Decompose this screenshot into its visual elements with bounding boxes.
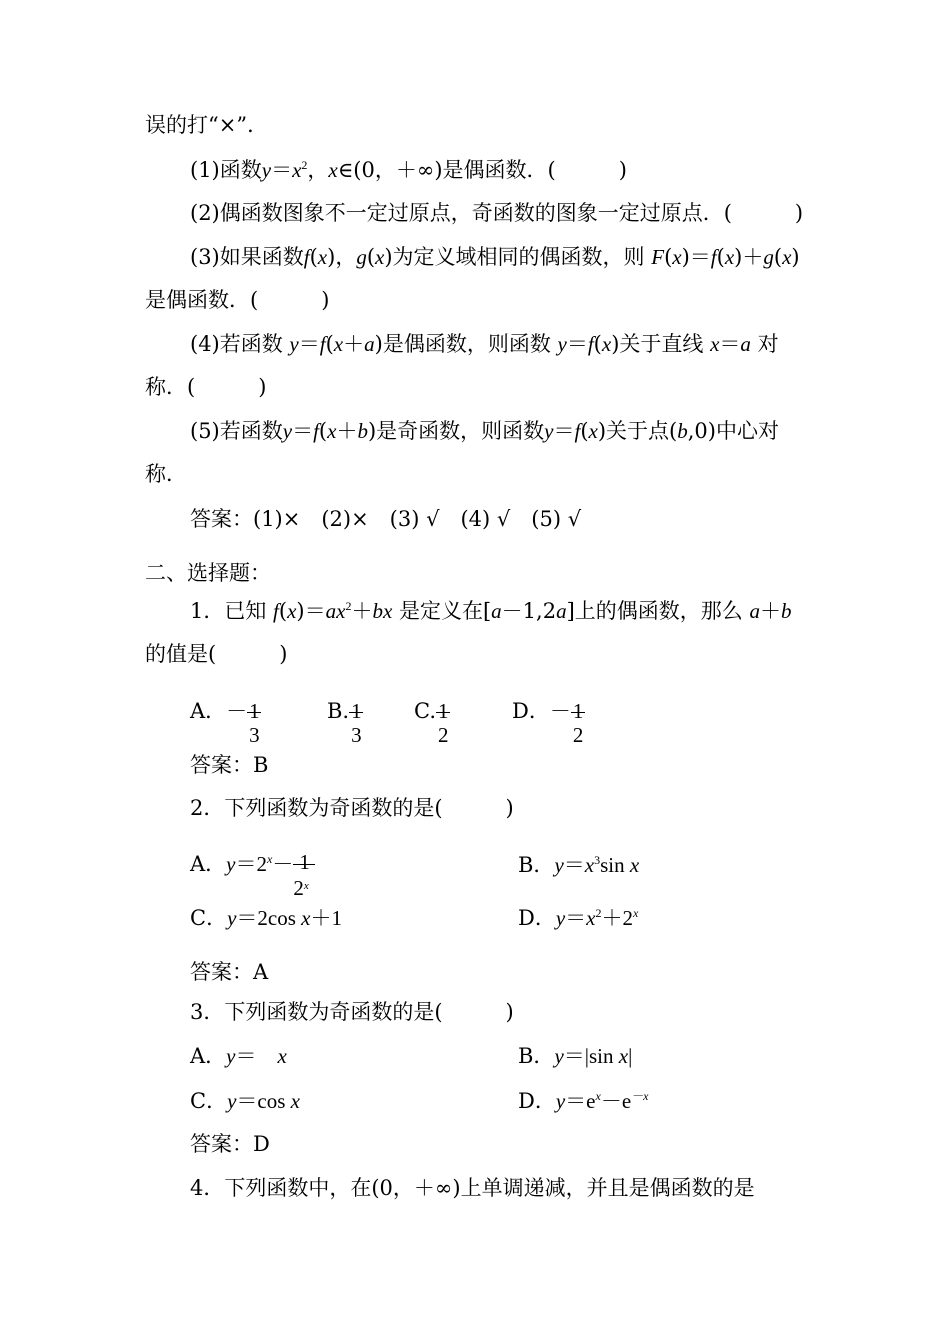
judge-q1: (1)函数$y=x^2$，x∈(0，＋∞)是偶函数．( ) — [190, 158, 627, 182]
mc-q3: 3．下列函数为奇函数的是( ) — [190, 1000, 514, 1024]
mc-q4: 4．下列函数中，在(0，＋∞)上单调递减，并且是偶函数的是 — [190, 1176, 755, 1200]
section-heading: 二、选择题： — [145, 561, 271, 585]
mc-q2-answer: 答案：A — [190, 960, 269, 984]
judge-q3-cont: 是偶函数．( ) — [145, 288, 330, 312]
mc-q1-option-d: D．－ 1 2 — [512, 688, 585, 736]
fraction: 1 3 — [351, 698, 362, 747]
fraction: 1 2 — [438, 698, 449, 747]
mc-q3-answer: 答案：D — [190, 1132, 270, 1156]
mc-q2-option-a: A．$y=2^x-$ 1 2$^x$ — [190, 840, 315, 890]
mc-q3-option-c: C．y＝cos x — [190, 1089, 300, 1113]
mc-q1-option-b: B. 1 3 — [327, 688, 363, 736]
mc-q2: 2．下列函数为奇函数的是( ) — [190, 796, 514, 820]
mc-q2-option-d: D．$y=x^2+2^x$ — [518, 906, 639, 930]
judge-q5-cont: 称． — [145, 462, 187, 486]
intro-text: 误的打“×”． — [145, 113, 269, 137]
mc-q1-answer: 答案：B — [190, 753, 269, 777]
judge-q4: (4)若函数 y＝f(x＋a)是偶函数，则函数 y＝f(x)关于直线 x＝a 对 — [190, 332, 779, 356]
mc-q1-option-c: C. 1 2 — [414, 688, 450, 736]
judge-q4-cont: 称．( ) — [145, 375, 267, 399]
judge-answer: 答案：(1)× (2)× (3) √ (4) √ (5) √ — [190, 507, 582, 531]
fraction: 1 2 — [572, 698, 584, 747]
judge-q5: (5)若函数y＝f(x＋b)是奇函数，则函数y＝f(x)关于点(b,0)中心对 — [190, 419, 779, 443]
mc-q1-option-a: A．－ 1 3 — [190, 688, 261, 736]
judge-q3: (3)如果函数f(x)，g(x)为定义域相同的偶函数，则 F(x)＝f(x)＋g(x) — [190, 245, 800, 269]
fraction: 1 2$^x$ — [293, 842, 315, 890]
mc-q1: 1．已知 $f(x)=ax^2+bx$ 是定义在[a－1,2a]上的偶函数，那么 a＋b — [190, 599, 792, 623]
fraction: 1 3 — [249, 698, 260, 747]
mc-q2-option-b: B．$y=x^3\sin$ x — [518, 853, 640, 877]
mc-q3-option-d: D．$y=e^x-e^{-x}$ — [518, 1089, 649, 1113]
mc-q2-option-c: C．y＝2cos x＋1 — [190, 906, 342, 930]
mc-q1-cont: 的值是( ) — [145, 642, 288, 666]
mc-q3-option-b: B．y＝|sin x| — [518, 1044, 633, 1068]
mc-q3-option-a: A．y＝ x — [190, 1044, 287, 1068]
judge-q2: (2)偶函数图象不一定过原点，奇函数的图象一定过原点．( ) — [190, 201, 804, 225]
